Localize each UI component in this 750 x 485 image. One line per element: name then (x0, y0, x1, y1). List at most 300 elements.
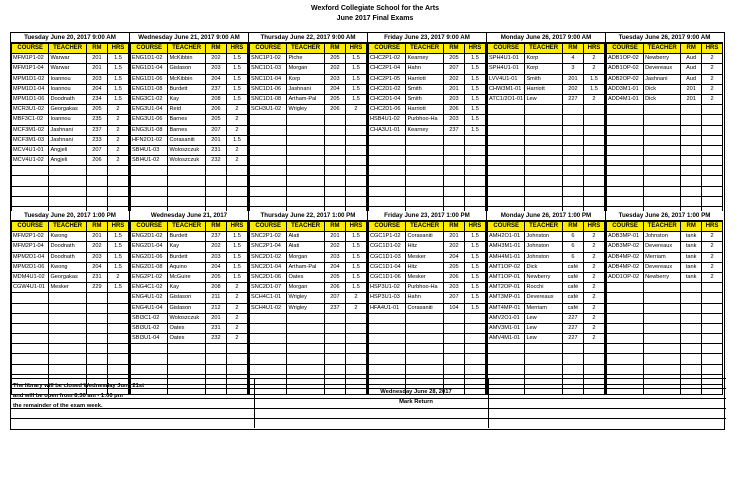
day-title: Monday June 26, 2017 1:00 PM (487, 211, 605, 221)
hours-cell (702, 364, 723, 374)
room-header: RM (562, 222, 583, 232)
course-cell (607, 125, 644, 135)
teacher-cell: Woloszczuk (168, 145, 205, 155)
hours-cell (702, 323, 723, 333)
hours-cell: 1.5 (345, 272, 366, 282)
room-cell (443, 313, 464, 323)
hours-header: HRS (583, 222, 604, 232)
hours-cell: 2 (583, 232, 604, 242)
hours-cell: 1.5 (583, 84, 604, 94)
room-cell: tank (681, 272, 702, 282)
hours-cell (583, 156, 604, 166)
course-cell: MDM4U1-02 (12, 272, 49, 282)
table-row (12, 84, 129, 94)
hours-cell: 1.5 (226, 54, 247, 64)
teacher-header: TEACHER (644, 222, 681, 232)
teacher-cell (287, 334, 324, 344)
teacher-cell (406, 354, 443, 364)
table-row (488, 232, 605, 242)
table-row (12, 186, 129, 196)
teacher-cell: Jashnani (49, 125, 86, 135)
teacher-cell (644, 196, 681, 206)
room-cell: 203 (86, 74, 107, 84)
teacher-cell: Dick (644, 84, 681, 94)
hours-cell (702, 145, 723, 155)
hours-cell (464, 364, 485, 374)
teacher-cell (287, 364, 324, 374)
teacher-cell (287, 135, 324, 145)
room-cell: 232 (205, 334, 226, 344)
table-row (250, 196, 367, 206)
table-header-row (488, 44, 605, 54)
course-cell (131, 364, 168, 374)
teacher-cell: Ioannou (49, 115, 86, 125)
teacher-cell (525, 344, 562, 354)
course-header: COURSE (12, 44, 49, 54)
hours-cell: 2 (226, 303, 247, 313)
table-row (12, 105, 129, 115)
teacher-cell: Hitz (406, 242, 443, 252)
room-cell (562, 135, 583, 145)
day-title: Wednesday June 21, 2017 9:00 AM (130, 33, 248, 43)
room-cell: tank (681, 252, 702, 262)
room-cell: 201 (562, 74, 583, 84)
teacher-header: TEACHER (168, 44, 205, 54)
course-header: COURSE (607, 44, 644, 54)
course-cell (369, 344, 406, 354)
table-row (250, 74, 367, 84)
hours-cell: 1.5 (226, 252, 247, 262)
room-cell (324, 115, 345, 125)
hours-cell: 2 (583, 242, 604, 252)
morning-day-block (606, 33, 723, 217)
table-header-row (12, 44, 129, 54)
morning-day-block (249, 33, 368, 217)
exam-table (368, 221, 486, 395)
room-cell (324, 186, 345, 196)
table-row (369, 232, 486, 242)
day-title: Wednesday June 21, 2017 (130, 211, 248, 221)
room-cell (681, 105, 702, 115)
table-row (369, 262, 486, 272)
teacher-cell: Johnston (525, 252, 562, 262)
course-cell (607, 323, 644, 333)
course-cell: CHC2P1-05 (369, 74, 406, 84)
teacher-cell (168, 186, 205, 196)
course-cell (250, 115, 287, 125)
room-cell: 233 (86, 135, 107, 145)
hours-cell: 2 (583, 94, 604, 104)
course-cell (250, 166, 287, 176)
room-cell: 234 (86, 94, 107, 104)
course-header: COURSE (607, 222, 644, 232)
room-cell (324, 323, 345, 333)
table-row (250, 115, 367, 125)
course-cell: SBI3C1-02 (131, 313, 168, 323)
hours-cell: 1.5 (464, 115, 485, 125)
table-row (250, 344, 367, 354)
hours-cell: 2 (226, 156, 247, 166)
hours-cell (464, 334, 485, 344)
teacher-cell (287, 344, 324, 354)
table-row (607, 354, 723, 364)
room-cell (86, 303, 107, 313)
course-cell: AMH3M1-01 (488, 242, 525, 252)
afternoon-day-block (249, 211, 368, 395)
hours-cell (345, 135, 366, 145)
teacher-cell: Merriam (644, 252, 681, 262)
course-cell: SNC2D1-04 (250, 262, 287, 272)
teacher-cell (644, 334, 681, 344)
hours-cell (702, 293, 723, 303)
teacher-cell: Gislason (168, 303, 205, 313)
course-cell: MFM1P1-02 (12, 54, 49, 64)
course-cell (369, 166, 406, 176)
course-cell: SCH3U1-02 (250, 105, 287, 115)
table-header-row (131, 44, 248, 54)
hours-cell: 2 (583, 334, 604, 344)
course-cell (250, 145, 287, 155)
hours-cell: 2 (583, 283, 604, 293)
table-row (131, 313, 248, 323)
course-cell: AMT4MP-01 (488, 303, 525, 313)
table-row (607, 242, 723, 252)
teacher-cell: Rocchi (525, 283, 562, 293)
teacher-cell (406, 323, 443, 333)
teacher-cell: Lew (525, 94, 562, 104)
table-row (131, 293, 248, 303)
teacher-cell (287, 186, 324, 196)
table-row (607, 364, 723, 374)
hours-cell: 1.5 (464, 232, 485, 242)
teacher-cell: Mesker (406, 272, 443, 282)
teacher-cell (644, 125, 681, 135)
hours-cell (345, 186, 366, 196)
day-title: Tuesday June 26, 2017 9:00 AM (606, 33, 723, 43)
table-row (12, 293, 129, 303)
hours-cell (583, 344, 604, 354)
teacher-cell (644, 156, 681, 166)
course-header: COURSE (12, 222, 49, 232)
hours-cell: 2 (226, 125, 247, 135)
hours-cell (702, 344, 723, 354)
teacher-cell: Kay (168, 283, 205, 293)
course-cell: MPM1D1-06 (12, 94, 49, 104)
teacher-cell (644, 283, 681, 293)
teacher-cell: Jashnani (49, 135, 86, 145)
table-header-row (607, 44, 723, 54)
table-row (488, 115, 605, 125)
hours-cell (107, 303, 128, 313)
table-row (250, 176, 367, 186)
room-cell: 231 (205, 323, 226, 333)
room-cell: 207 (443, 64, 464, 74)
room-header: RM (205, 44, 226, 54)
hours-cell: 2 (702, 252, 723, 262)
course-cell: ADD3M1-01 (607, 84, 644, 94)
teacher-cell: Hitz (406, 262, 443, 272)
room-cell: 205 (86, 105, 107, 115)
room-cell (562, 115, 583, 125)
teacher-cell: Burdett (168, 252, 205, 262)
course-header: COURSE (369, 44, 406, 54)
course-cell: HSP3U1-02 (369, 283, 406, 293)
room-cell: 232 (205, 156, 226, 166)
teacher-cell (49, 166, 86, 176)
teacher-cell (49, 344, 86, 354)
hours-cell (702, 125, 723, 135)
teacher-cell: Kay (168, 242, 205, 252)
table-row (607, 252, 723, 262)
room-cell: 235 (86, 115, 107, 125)
hours-cell (345, 364, 366, 374)
teacher-header: TEACHER (49, 222, 86, 232)
room-cell: café (562, 293, 583, 303)
teacher-cell (525, 176, 562, 186)
table-row (12, 94, 129, 104)
teacher-cell: Wrigley (287, 105, 324, 115)
hours-cell: 1.5 (345, 242, 366, 252)
room-cell (205, 186, 226, 196)
table-row (131, 252, 248, 262)
room-cell (681, 334, 702, 344)
hours-cell (702, 334, 723, 344)
course-cell (12, 166, 49, 176)
table-row (12, 64, 129, 74)
room-cell: 211 (205, 293, 226, 303)
table-row (131, 145, 248, 155)
room-cell: 203 (324, 252, 345, 262)
teacher-header: TEACHER (49, 44, 86, 54)
hours-cell (107, 186, 128, 196)
room-cell: café (562, 303, 583, 313)
hours-cell: 2 (583, 262, 604, 272)
course-cell: ENG4U1-04 (131, 303, 168, 313)
course-cell (12, 354, 49, 364)
course-cell: CGC1P1-02 (369, 232, 406, 242)
teacher-cell (644, 145, 681, 155)
course-cell (250, 364, 287, 374)
course-cell (488, 156, 525, 166)
table-row (488, 252, 605, 262)
course-cell: ENG1D1-04 (131, 64, 168, 74)
room-cell: 227 (562, 94, 583, 104)
hours-cell (702, 186, 723, 196)
table-row (488, 156, 605, 166)
teacher-cell: Dick (525, 262, 562, 272)
hours-cell: 2 (345, 105, 366, 115)
room-cell (681, 166, 702, 176)
teacher-cell (525, 105, 562, 115)
teacher-cell (525, 364, 562, 374)
room-cell (86, 186, 107, 196)
room-cell: 206 (443, 105, 464, 115)
teacher-cell (406, 344, 443, 354)
table-row (369, 105, 486, 115)
teacher-cell (525, 166, 562, 176)
room-cell (86, 334, 107, 344)
teacher-cell (168, 176, 205, 186)
hours-cell (583, 186, 604, 196)
table-row (369, 272, 486, 282)
course-cell: ENG1D1-06 (131, 74, 168, 84)
course-cell: CGW4U1-01 (12, 283, 49, 293)
course-cell (369, 364, 406, 374)
teacher-cell: Woloszczuk (168, 156, 205, 166)
room-cell (205, 364, 226, 374)
table-row (131, 125, 248, 135)
hours-cell: 2 (702, 94, 723, 104)
table-row (488, 145, 605, 155)
course-cell: ENG1D1-08 (131, 84, 168, 94)
day-title: Friday June 23, 2017 1:00 PM (368, 211, 486, 221)
room-cell: 231 (86, 272, 107, 282)
course-cell: SNC1D1-04 (250, 74, 287, 84)
hours-cell: 1.5 (345, 232, 366, 242)
course-cell: SCH4U1-02 (250, 303, 287, 313)
room-cell: 205 (205, 272, 226, 282)
room-cell (205, 344, 226, 354)
course-cell (369, 354, 406, 364)
table-row (12, 176, 129, 186)
table-row (607, 293, 723, 303)
room-cell (681, 293, 702, 303)
hours-cell (226, 186, 247, 196)
hours-cell: 1.5 (107, 262, 128, 272)
table-row (12, 242, 129, 252)
table-row (488, 54, 605, 64)
teacher-cell: Alati (287, 232, 324, 242)
teacher-cell: Harriott (406, 74, 443, 84)
course-cell (250, 135, 287, 145)
hours-cell: 1.5 (226, 135, 247, 145)
teacher-cell (49, 323, 86, 333)
table-header-row (488, 222, 605, 232)
room-cell: 201 (443, 232, 464, 242)
room-cell (443, 135, 464, 145)
teacher-cell (287, 166, 324, 176)
course-cell (488, 145, 525, 155)
exam-table (249, 221, 367, 395)
teacher-cell: Lew (525, 313, 562, 323)
hours-cell: 2 (702, 232, 723, 242)
table-row (369, 135, 486, 145)
hours-header: HRS (464, 222, 485, 232)
room-cell: 203 (86, 252, 107, 262)
table-row (607, 272, 723, 282)
table-row (488, 125, 605, 135)
table-row (12, 135, 129, 145)
course-cell: CHC2D1-02 (369, 84, 406, 94)
teacher-cell: McGuire (168, 272, 205, 282)
room-cell: 203 (205, 252, 226, 262)
table-row (488, 354, 605, 364)
room-cell (324, 354, 345, 364)
course-cell: SBI4U1-02 (131, 156, 168, 166)
room-cell: 6 (562, 252, 583, 262)
teacher-cell: Corasaniti (168, 135, 205, 145)
table-row (12, 54, 129, 64)
course-cell: ENG3U1-08 (131, 125, 168, 135)
course-cell (12, 303, 49, 313)
room-cell (681, 354, 702, 364)
teacher-cell: Harriott (525, 84, 562, 94)
table-row (250, 303, 367, 313)
course-cell (488, 364, 525, 374)
room-cell (681, 145, 702, 155)
hours-cell: 2 (226, 334, 247, 344)
course-header: COURSE (369, 222, 406, 232)
hours-cell (464, 135, 485, 145)
day-title: Thursday June 22, 2017 9:00 AM (249, 33, 367, 43)
hours-cell: 1.5 (345, 94, 366, 104)
hours-cell (345, 354, 366, 364)
course-header: COURSE (488, 222, 525, 232)
teacher-cell (525, 125, 562, 135)
table-row (488, 186, 605, 196)
hours-header: HRS (583, 44, 604, 54)
table-row (131, 64, 248, 74)
table-row (131, 186, 248, 196)
hours-cell: 1.5 (464, 242, 485, 252)
room-cell: 6 (562, 242, 583, 252)
teacher-cell: Hahn (406, 64, 443, 74)
table-row (369, 354, 486, 364)
course-cell (369, 135, 406, 145)
room-cell: Aud (681, 64, 702, 74)
afternoon-day-block (130, 211, 249, 395)
room-cell (562, 176, 583, 186)
hours-cell (226, 176, 247, 186)
course-cell: CHC2P1-04 (369, 64, 406, 74)
room-cell: 6 (562, 232, 583, 242)
teacher-cell: Korp (525, 64, 562, 74)
room-cell: 201 (205, 135, 226, 145)
room-cell (681, 196, 702, 206)
room-cell (681, 323, 702, 333)
table-row (369, 293, 486, 303)
hours-cell: 1.5 (464, 272, 485, 282)
table-row (12, 303, 129, 313)
room-cell: 227 (562, 334, 583, 344)
teacher-cell (49, 293, 86, 303)
room-cell (205, 176, 226, 186)
teacher-cell (287, 145, 324, 155)
table-row (12, 364, 129, 374)
hours-cell: 1.5 (345, 262, 366, 272)
notes-rule (11, 398, 726, 399)
teacher-cell (49, 364, 86, 374)
mark-return-label: Mark Return (399, 399, 433, 405)
hours-cell (107, 293, 128, 303)
hours-cell: 1.5 (107, 242, 128, 252)
room-cell: 206 (205, 105, 226, 115)
hours-cell: 1.5 (226, 232, 247, 242)
teacher-cell: Burdett (168, 84, 205, 94)
table-row (488, 334, 605, 344)
teacher-cell: Dick (644, 94, 681, 104)
hours-cell: 1.5 (583, 74, 604, 84)
room-cell (443, 156, 464, 166)
hours-cell (464, 156, 485, 166)
teacher-cell: Newberry (644, 272, 681, 282)
room-cell (681, 303, 702, 313)
course-cell (12, 186, 49, 196)
course-cell (488, 176, 525, 186)
room-cell (681, 156, 702, 166)
teacher-cell (525, 354, 562, 364)
exam-table (11, 43, 129, 217)
